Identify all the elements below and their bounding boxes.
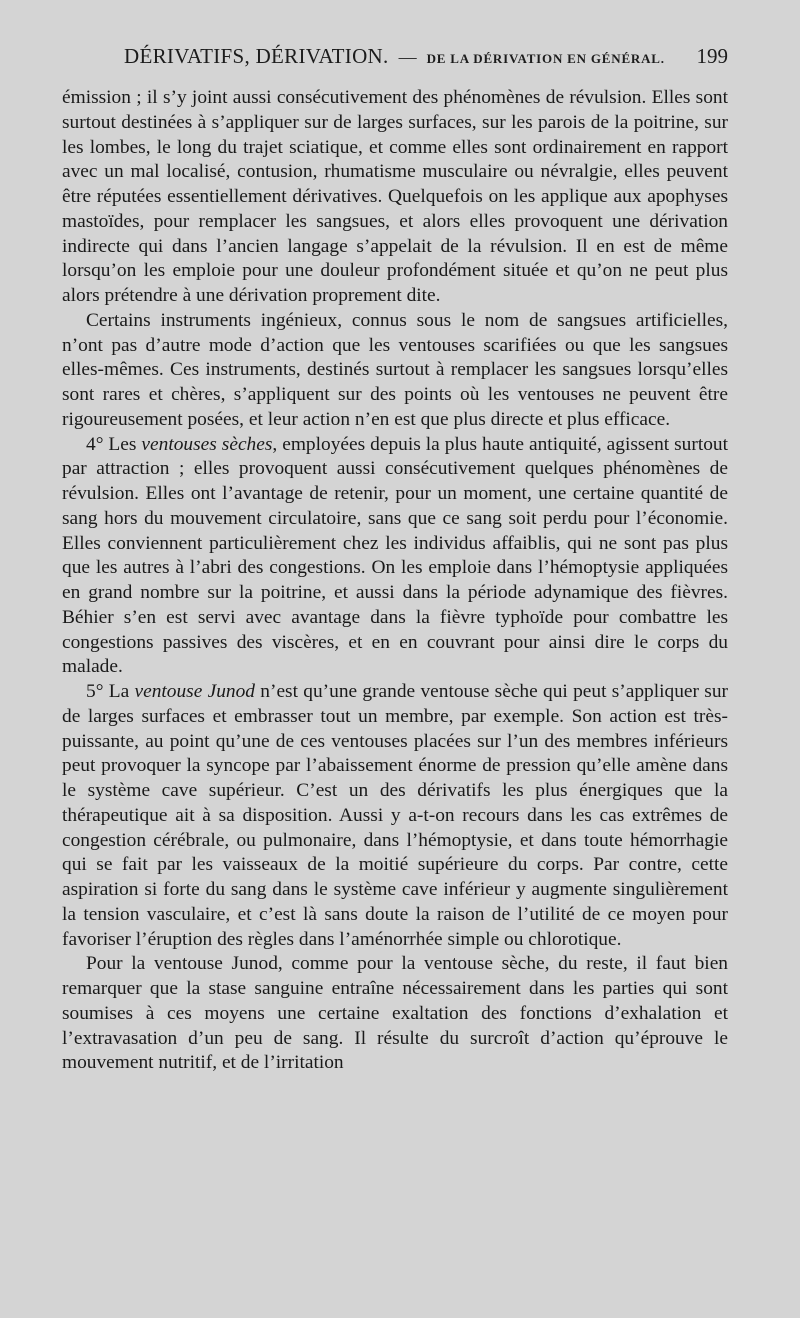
paragraph-term: ventouse Junod — [134, 681, 255, 702]
paragraph-text: n’est qu’une grande ventouse sèche qui peut s’appliquer sur de larges surfaces et embrasser tout un membre, par exemple. Son action est très-puissante, au point qu’une de ces ventouses placées sur l’un des membres inférieurs peut provoquer la syncope par l’abaissement énorme de pression qu’elle amène dans le système cave supérieur. C’est un des dérivatifs les plus énergiques que la thérapeutique ait à sa disposition. Aussi y a-t-on recours dans les cas extrêmes de congestion cérébrale, ou pulmonaire, dans l’hémoptysie, et dans toute hémorrhagie qui se fait par les vaisseaux de la moitié supérieure du corps. Par contre, cette aspiration si forte du sang dans le système cave inférieur y augmente singulièrement la tension vasculaire, et c’est là sans doute la raison de l’utilité de ce moyen pour favoriser l’éruption des règles dans l’aménorrhée simple ou chlorotique. — [62, 681, 728, 950]
paragraph-junod-remarks — [62, 952, 728, 1076]
body-text — [62, 86, 728, 1076]
paragraph-text: , employées depuis la plus haute antiquité, agissent surtout par attraction ; elles provoquent aussi consécutivement quelques phénomènes de révulsion. Elles ont l’avantage de retenir, pour un moment, une certaine quantité de sang hors du mouvement circulatoire, sans que ce sang soit perdu pour l’économie. Elles conviennent particulièrement chez les individus affaiblis, qui ne sont pas plus que les autres à l’abri des congestions. On les emploie dans l’hémoptysie appliquées en grand nombre sur la poitrine, et aussi dans la période adynamique des fièvres. Béhier s’en est servi avec avantage dans la fièvre typhoïde pour combattre les congestions passives des viscères, et en en couvrant pour ainsi dire le corps du malade. — [62, 433, 729, 678]
running-title: DÉRIVATIFS, DÉRIVATION. — [124, 44, 389, 68]
running-header — [60, 44, 728, 69]
paragraph-text: Certains instruments ingénieux, connus sous le nom de sangsues artificielles, n’ont pas d’autre mode d’action que les ventouses scarifiées ou que les sangsues elles-mêmes. Ces instruments, destinés surtout à remplacer les sangsues lorsqu’elles sont rares et chères, s’appliquent sur des points où les ventouses ne peuvent être rigoureusement posées, et leur action n’en est que plus directe et plus efficace. — [62, 309, 728, 430]
paragraph-text: Pour la ventouse Junod, comme pour la ventouse sèche, du reste, il faut bien remarquer que la stase sanguine entraîne nécessairement dans les parties qui sont soumises à ces moyens une certaine exaltation des fonctions d’exhalation et l’extravasation d’un peu de sang. Il résulte du surcroît d’action qu’éprouve le mouvement nutritif, et de l’irritation — [62, 953, 728, 1074]
paragraph-text: émission ; il s’y joint aussi consécutivement des phénomènes de révulsion. Elles sont surtout destinées à s’appliquer sur de larges surfaces, sur les parois de la poitrine, sur les lombes, le long du trajet sciatique, et comme elles sont ordinairement en rapport avec un mal localisé, contusion, rhumatisme musculaire ou névralgie, elles peuvent être réputées essentiellement dérivatives. Quelquefois on les applique aux apophyses mastoïdes, pour remplacer les sangsues, et alors elles provoquent une dérivation indirecte qui dans l’ancien langage s’appelait de la révulsion. Il en est de même lorsqu’on les emploie pour une douleur profondément située et qu’on ne peut plus alors prétendre à une dérivation proprement dite. — [62, 87, 728, 306]
paragraph-lead: 4° Les — [86, 433, 142, 455]
page-number: 199 — [696, 44, 728, 68]
paragraph-artificial-leeches — [62, 309, 728, 433]
paragraph-continued — [62, 86, 728, 309]
section-title: DE LA DÉRIVATION EN GÉNÉRAL. — [426, 51, 665, 66]
paragraph-dry-cups — [62, 433, 728, 681]
paragraph-term: ventouses sèches — [141, 433, 273, 455]
paragraph-lead: 5° La — [86, 681, 135, 702]
header-dash: — — [398, 47, 417, 67]
paragraph-junod-cup — [62, 680, 728, 952]
